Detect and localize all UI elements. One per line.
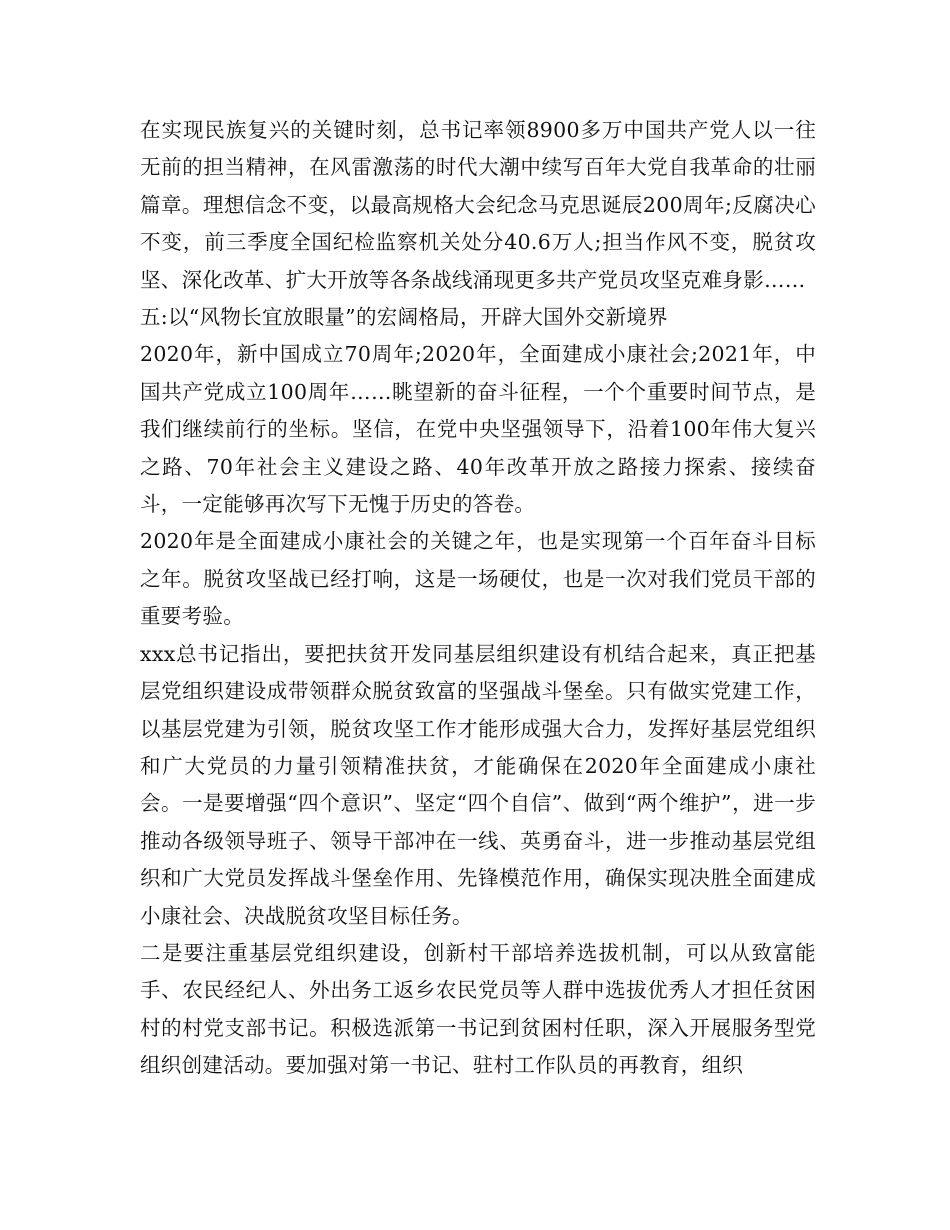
paragraph-5: 二是要注重基层党组织建设，创新村干部培养选拔机制，可以从致富能手、农民经纪人、外出务工返乡农民党员等人群中选拔优秀人才担任贫困村的村党支部书记。积极选派第一书记到贫困村任职，深入开展服务型党组织创建活动。要加强对第一书记、驻村工作队员的再教育，组织 [140,940,816,1078]
section-heading-5: 五:以“风物长宜放眼量”的宏阔格局，开辟大国外交新境界 [140,305,668,330]
paragraph-1: 在实现民族复兴的关键时刻，总书记率领8900多万中国共产党人以一往无前的担当精神，在风雷激荡的时代大潮中续写百年大党自我革命的壮丽篇章。理想信念不变，以最高规格大会纪念马克思诞辰200周年;反腐决心不变，前三季度全国纪检监察机关处分40.6万人;担当作风不变，脱贫攻坚、深化改革、扩大开放等各条战线涌现更多共产党员攻坚克难身影…… [140,118,816,292]
paragraph-3: 2020年是全面建成小康社会的关键之年，也是实现第一个百年奋斗目标之年。脱贫攻坚战已经打响，这是一场硬仗，也是一次对我们党员干部的重要考验。 [140,529,816,629]
document-body [140,112,816,1085]
paragraph-2: 2020年，新中国成立70周年;2020年，全面建成小康社会;2021年，中国共产党成立100周年……眺望新的奋斗征程，一个个重要时间节点，是我们继续前行的坐标。坚信，在党中央坚强领导下，沿着100年伟大复兴之路、70年社会主义建设之路、40年改革开放之路接力探索、接续奋斗，一定能够再次写下无愧于历史的答卷。 [140,342,816,517]
paragraph-4: xxx总书记指出，要把扶贫开发同基层组织建设有机结合起来，真正把基层党组织建设成带领群众脱贫致富的坚强战斗堡垒。只有做实党建工作，以基层党建为引领，脱贫攻坚工作才能形成强大合力，发挥好基层党组织和广大党员的力量引领精准扶贫，才能确保在2020年全面建成小康社会。一是要增强“四个意识”、坚定“四个自信”、做到“两个维护”，进一步推动各级领导班子、领导干部冲在一线、英勇奋斗，进一步推动基层党组织和广大党员发挥战斗堡垒作用、先锋模范作用，确保实现决胜全面建成小康社会、决战脱贫攻坚目标任务。 [140,641,816,928]
